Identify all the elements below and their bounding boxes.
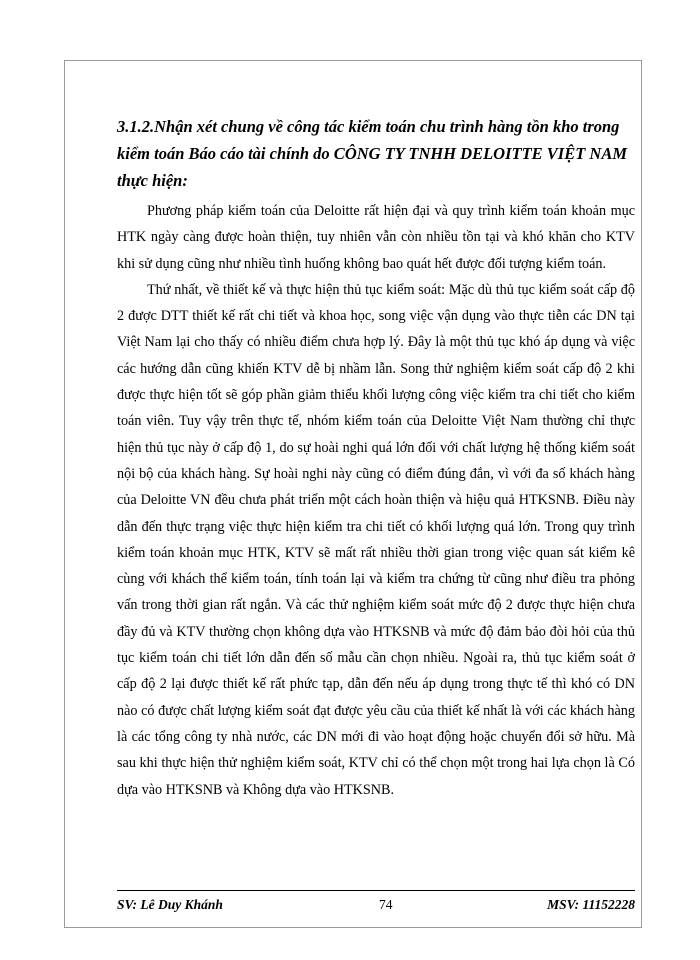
section-heading: 3.1.2.Nhận xét chung về công tác kiểm toán chu trình hàng tồn kho trong kiểm toán Báo cáo tài chính do CÔNG TY TNHH DELOITTE VIỆT NAM thực hiện: [117,117,628,190]
paragraph-control-procedures: Thứ nhất, về thiết kế và thực hiện thủ tục kiểm soát: Mặc dù thủ tục kiểm soát cấp độ 2 được DTT thiết kế rất chi tiết và khoa học, song việc vận dụng vào thực tiễn các DN tại Việt Nam lại cho thấy có nhiều điểm chưa hợp lý. Đây là một thủ tục khó áp dụng và việc các hướng dẫn cũng khiến KTV dễ bị nhầm lẫn. Song thử nghiệm kiểm soát cấp độ 2 khi được thực hiện tốt sẽ góp phần giảm thiểu khối lượng công việc kiểm tra chi tiết cho kiểm toán viên. Tuy vậy trên thực tế, nhóm kiểm toán của Deloitte Việt Nam thường chỉ thực hiện thủ tục này ở cấp độ 1, do sự hoài nghi quá lớn đối với chất lượng hệ thống kiểm soát nội bộ của khách hàng. Sự hoài nghi này cũng có điểm đúng đắn, vì với đa số khách hàng của Deloitte VN đều chưa phát triển một cách hoàn thiện và hiệu quả HTKSNB. Điều này dẫn đến thực trạng việc thực hiện kiểm tra chi tiết có khối lượng quá lớn. Trong quy trình kiểm toán khoản mục HTK, KTV sẽ mất rất nhiều thời gian trong việc quan sát kiểm kê cùng với khách thể kiểm toán, tính toán lại và kiểm tra chứng từ cũng như điều tra phỏng vấn trong thời gian rất ngắn. Và các thử nghiệm kiểm soát mức độ 2 được thực hiện chưa đầy đủ và KTV thường chọn không dựa vào HTKSNB và mức độ đảm bảo đòi hỏi của thủ tục kiểm toán chi tiết lớn dẫn đến số mẫu cần chọn nhiều. Ngoài ra, thủ tục kiểm soát ở cấp độ 2 lại được thiết kế rất phức tạp, dẫn đến nếu áp dụng trong thực tế thì khó có DN nào có được chất lượng kiểm soát đạt được yêu cầu của thiết kế nhất là với các khách hàng là các tổng công ty nhà nước, các DN mới đi vào hoạt động hoặc chuyển đổi sở hữu. Mà sau khi thực hiện thử nghiệm kiểm soát, KTV chỉ có thể chọn một trong hai lựa chọn là Có dựa vào HTKSNB và Không dựa vào HTKSNB. [117,281,635,798]
document-body [117,113,635,803]
paragraph-intro: Phương pháp kiểm toán của Deloitte rất hiện đại và quy trình kiểm toán khoản mục HTK ngày càng được hoàn thiện, tuy nhiên vẫn còn nhiều tồn tại và khó khăn cho KTV khi sử dụng cũng như nhiều tình huống không bao quát hết được đối tượng kiểm toán. [117,203,635,272]
page-footer [117,895,635,915]
footer-divider [117,890,635,891]
footer-student-name: SV: Lê Duy Khánh [117,897,223,912]
footer-page-number: 74 [379,897,393,912]
footer-student-id: MSV: 11152228 [547,897,635,912]
